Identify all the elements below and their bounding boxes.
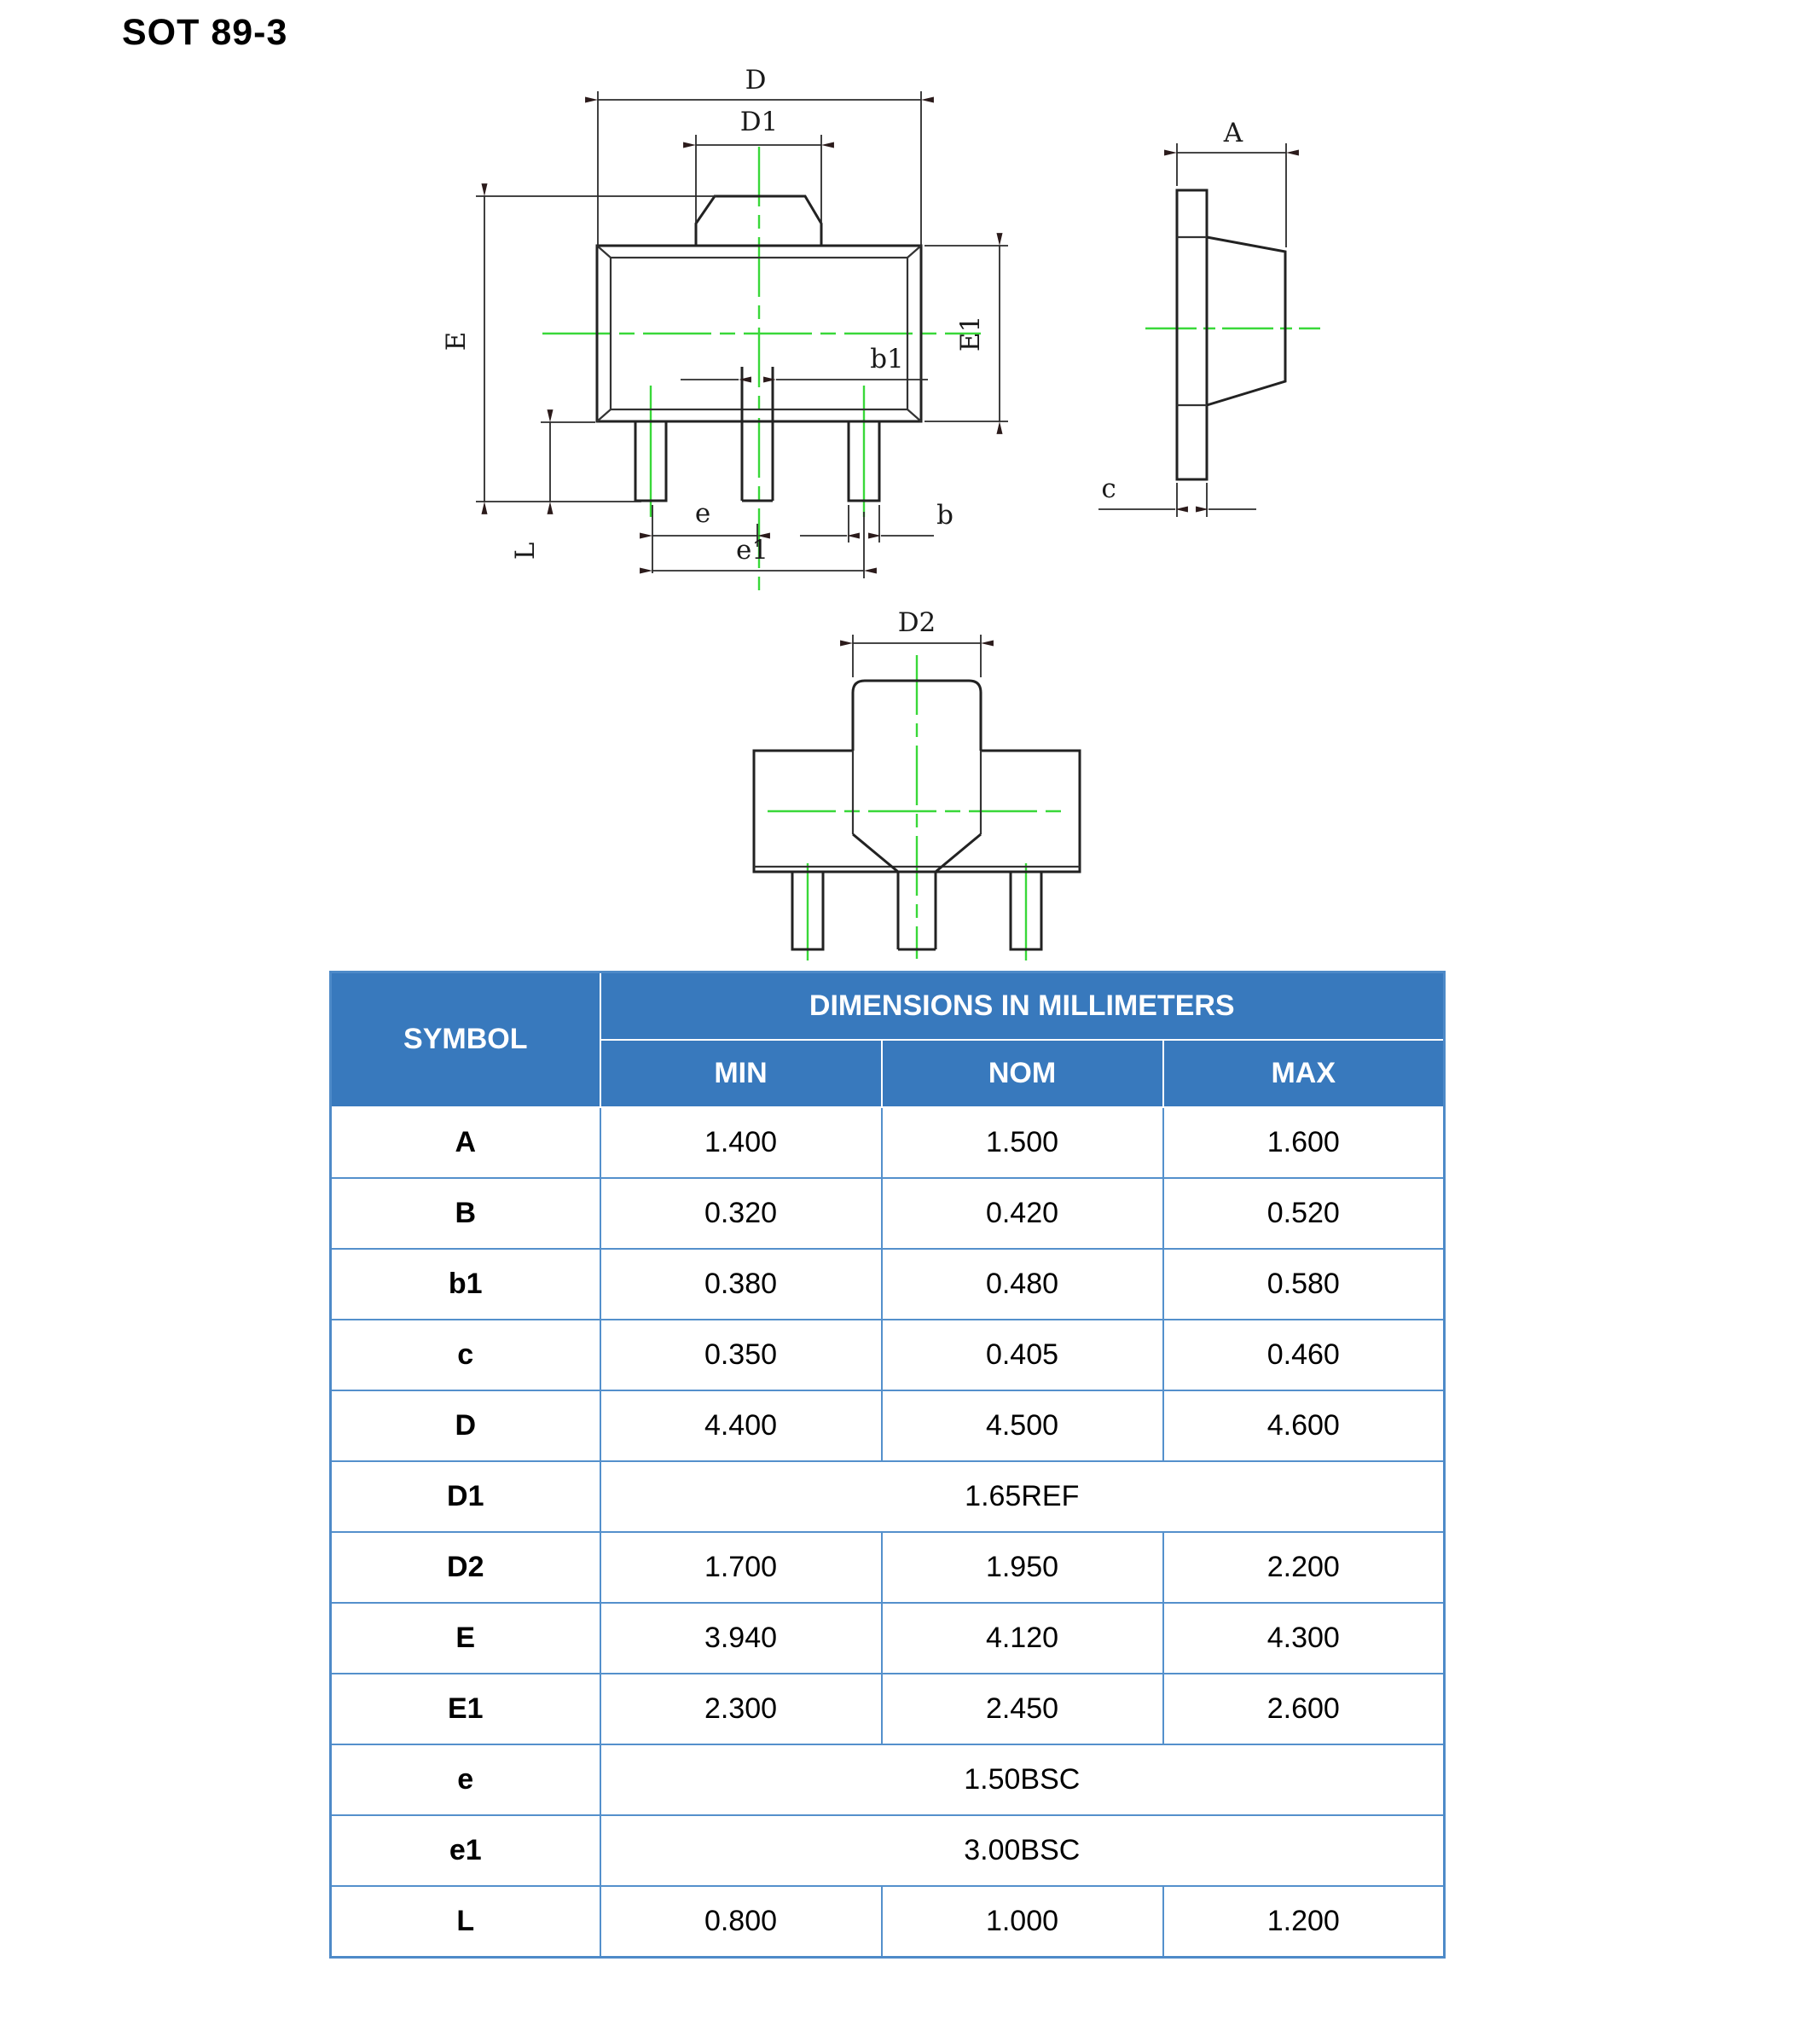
nom-value-cell: 1.500 bbox=[882, 1107, 1163, 1178]
dimensions-header: DIMENSIONS IN MILLIMETERS bbox=[600, 972, 1445, 1040]
max-value-cell: 4.600 bbox=[1163, 1390, 1445, 1461]
merged-value-cell: 1.65REF bbox=[600, 1461, 1445, 1532]
max-value-cell: 2.200 bbox=[1163, 1532, 1445, 1603]
e1-dimension-label: E1 bbox=[955, 315, 986, 352]
c-extension-lines bbox=[1177, 483, 1207, 517]
table-row bbox=[331, 1178, 1445, 1249]
symbol-cell: E bbox=[331, 1603, 600, 1674]
min-column-header: MIN bbox=[600, 1040, 882, 1107]
nom-value-cell: 1.000 bbox=[882, 1886, 1163, 1958]
package-outline-drawing bbox=[0, 0, 1820, 968]
nom-value-cell: 4.500 bbox=[882, 1390, 1163, 1461]
nom-value-cell: 0.420 bbox=[882, 1178, 1163, 1249]
e-pitch-label: e bbox=[694, 498, 711, 529]
side-bar-divisions bbox=[1177, 237, 1207, 405]
symbol-cell: D bbox=[331, 1390, 600, 1461]
max-value-cell: 4.300 bbox=[1163, 1603, 1445, 1674]
symbol-cell: L bbox=[331, 1886, 600, 1958]
symbol-cell: E1 bbox=[331, 1674, 600, 1744]
max-value-cell: 2.600 bbox=[1163, 1674, 1445, 1744]
side-leadframe-bar bbox=[1177, 190, 1207, 479]
b1-dimension-label: b1 bbox=[870, 344, 904, 374]
a-dimension-label: A bbox=[1223, 118, 1243, 148]
page-title: SOT 89-3 bbox=[122, 12, 288, 53]
max-value-cell: 0.580 bbox=[1163, 1249, 1445, 1320]
min-value-cell: 3.940 bbox=[600, 1603, 882, 1674]
table-row bbox=[331, 1249, 1445, 1320]
symbol-cell: c bbox=[331, 1320, 600, 1390]
d1-dimension-label: D1 bbox=[739, 107, 779, 137]
l-dimension-label: L bbox=[510, 542, 541, 560]
c-dimension-label: c bbox=[1101, 473, 1116, 504]
d2-dimension-label: D2 bbox=[897, 607, 936, 638]
table-row bbox=[331, 1390, 1445, 1461]
symbol-cell: B bbox=[331, 1178, 600, 1249]
symbol-cell: D1 bbox=[331, 1461, 600, 1532]
min-value-cell: 0.800 bbox=[600, 1886, 882, 1958]
nom-value-cell: 1.950 bbox=[882, 1532, 1163, 1603]
min-value-cell: 0.350 bbox=[600, 1320, 882, 1390]
side-body-profile bbox=[1207, 237, 1285, 405]
e-dimension-label: E bbox=[441, 331, 472, 351]
merged-value-cell: 3.00BSC bbox=[600, 1815, 1445, 1886]
min-value-cell: 2.300 bbox=[600, 1674, 882, 1744]
center-lead bbox=[742, 367, 773, 501]
min-value-cell: 1.700 bbox=[600, 1532, 882, 1603]
min-value-cell: 1.400 bbox=[600, 1107, 882, 1178]
table-row bbox=[331, 1674, 1445, 1744]
table-row bbox=[331, 1107, 1445, 1178]
table-row bbox=[331, 1744, 1445, 1815]
nom-column-header: NOM bbox=[882, 1040, 1163, 1107]
symbol-cell: D2 bbox=[331, 1532, 600, 1603]
table-row bbox=[331, 1886, 1445, 1958]
front-view bbox=[441, 65, 1008, 597]
nom-value-cell: 4.120 bbox=[882, 1603, 1163, 1674]
bottom-view bbox=[754, 607, 1080, 960]
min-value-cell: 0.320 bbox=[600, 1178, 882, 1249]
b-dimension-label: b bbox=[936, 500, 953, 531]
merged-value-cell: 1.50BSC bbox=[600, 1744, 1445, 1815]
nom-value-cell: 0.480 bbox=[882, 1249, 1163, 1320]
d-dimension-label: D bbox=[745, 65, 767, 96]
min-value-cell: 4.400 bbox=[600, 1390, 882, 1461]
symbol-cell: e1 bbox=[331, 1815, 600, 1886]
nom-value-cell: 2.450 bbox=[882, 1674, 1163, 1744]
table-row bbox=[331, 1461, 1445, 1532]
dimensions-table bbox=[329, 971, 1446, 1959]
symbol-cell: e bbox=[331, 1744, 600, 1815]
table-row bbox=[331, 1603, 1445, 1674]
max-value-cell: 0.520 bbox=[1163, 1178, 1445, 1249]
e1-pitch-label: e1 bbox=[735, 535, 769, 566]
symbol-cell: b1 bbox=[331, 1249, 600, 1320]
max-value-cell: 1.200 bbox=[1163, 1886, 1445, 1958]
table-row bbox=[331, 1815, 1445, 1886]
table-header-row-1 bbox=[331, 972, 1445, 1040]
table-header bbox=[331, 972, 1445, 1107]
nom-value-cell: 0.405 bbox=[882, 1320, 1163, 1390]
a-extension-lines bbox=[1177, 143, 1286, 247]
max-value-cell: 0.460 bbox=[1163, 1320, 1445, 1390]
table-row bbox=[331, 1532, 1445, 1603]
min-value-cell: 0.380 bbox=[600, 1249, 882, 1320]
max-value-cell: 1.600 bbox=[1163, 1107, 1445, 1178]
table-row bbox=[331, 1320, 1445, 1390]
symbol-cell: A bbox=[331, 1107, 600, 1178]
dimensions-table-body bbox=[331, 1107, 1445, 1958]
max-column-header: MAX bbox=[1163, 1040, 1445, 1107]
side-view bbox=[1098, 118, 1320, 517]
symbol-column-header: SYMBOL bbox=[331, 972, 600, 1107]
